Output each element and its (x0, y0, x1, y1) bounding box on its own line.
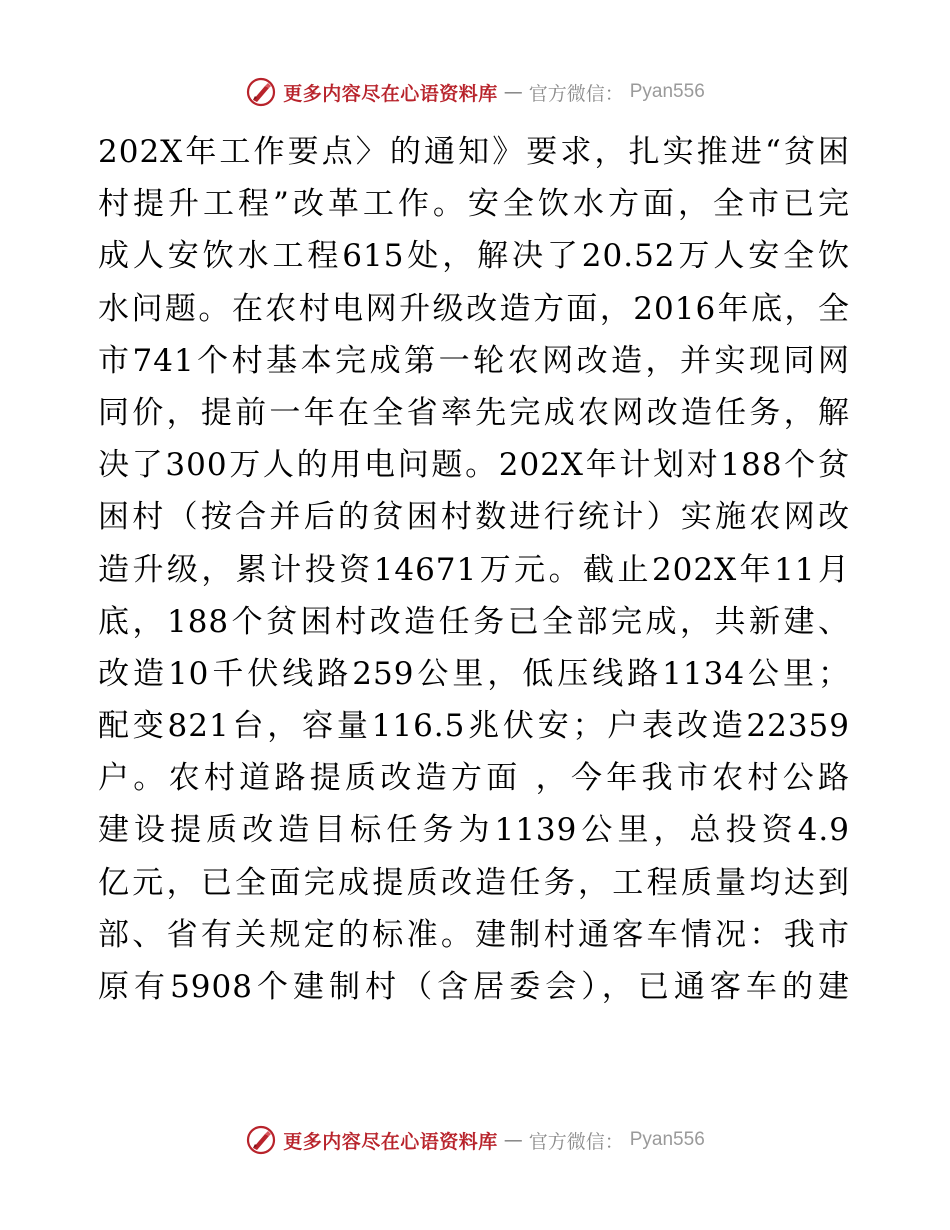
body-line: 配变821台，容量116.5兆伏安；户表改造22359 (98, 708, 850, 745)
body-line: 水问题。在农村电网升级改造方面，2016年底，全 (98, 290, 850, 327)
body-line: 村提升工程”改革工作。安全饮水方面，全市已完 (98, 186, 850, 223)
footer-watermark (0, 1120, 950, 1160)
body-line: 市741个村基本完成第一轮农网改造，并实现同网 (98, 342, 850, 379)
body-line: 部、省有关规定的标准。建制村通客车情况：我市 (98, 916, 850, 953)
body-line: 成人安饮水工程615处，解决了20.52万人安全饮 (98, 238, 850, 275)
watermark-text: 更多内容尽在心语资料库 (283, 1130, 498, 1153)
watermark-separator: — (503, 1129, 523, 1151)
body-line: 建设提质改造目标任务为1139公里，总投资4.9 (98, 812, 850, 849)
pen-logo-icon (245, 76, 277, 108)
watermark-text: 更多内容尽在心语资料库 (283, 82, 498, 105)
watermark-separator: — (503, 81, 523, 103)
body-line: 改造10千伏线路259公里，低压线路1134公里； (98, 655, 850, 692)
header-watermark (0, 72, 950, 112)
watermark-label: 官方微信： (528, 1130, 624, 1153)
body-line: 底，188个贫困村改造任务已全部完成，共新建、 (98, 603, 850, 640)
body-line: 同价，提前一年在全省率先完成农网改造任务，解 (98, 394, 850, 431)
body-line: 困村（按合并后的贫困村数进行统计）实施农网改 (98, 499, 850, 536)
watermark-label: 官方微信： (528, 82, 624, 105)
document-body (98, 126, 850, 1013)
watermark-id: Pyan556 (629, 81, 705, 102)
body-line: 202X年工作要点〉的通知》要求，扎实推进“贫困 (98, 134, 850, 170)
body-line: 原有5908个建制村（含居委会），已通客车的建 (98, 969, 850, 1005)
body-line: 决了300万人的用电问题。202X年计划对188个贫 (98, 447, 850, 484)
body-line: 亿元，已全面完成提质改造任务，工程质量均达到 (98, 864, 850, 901)
body-line: 户。农村道路提质改造方面 ，今年我市农村公路 (98, 760, 850, 797)
body-line: 造升级，累计投资14671万元。截止202X年11月 (98, 551, 850, 588)
pen-logo-icon (245, 1124, 277, 1156)
watermark-id: Pyan556 (629, 1129, 705, 1150)
